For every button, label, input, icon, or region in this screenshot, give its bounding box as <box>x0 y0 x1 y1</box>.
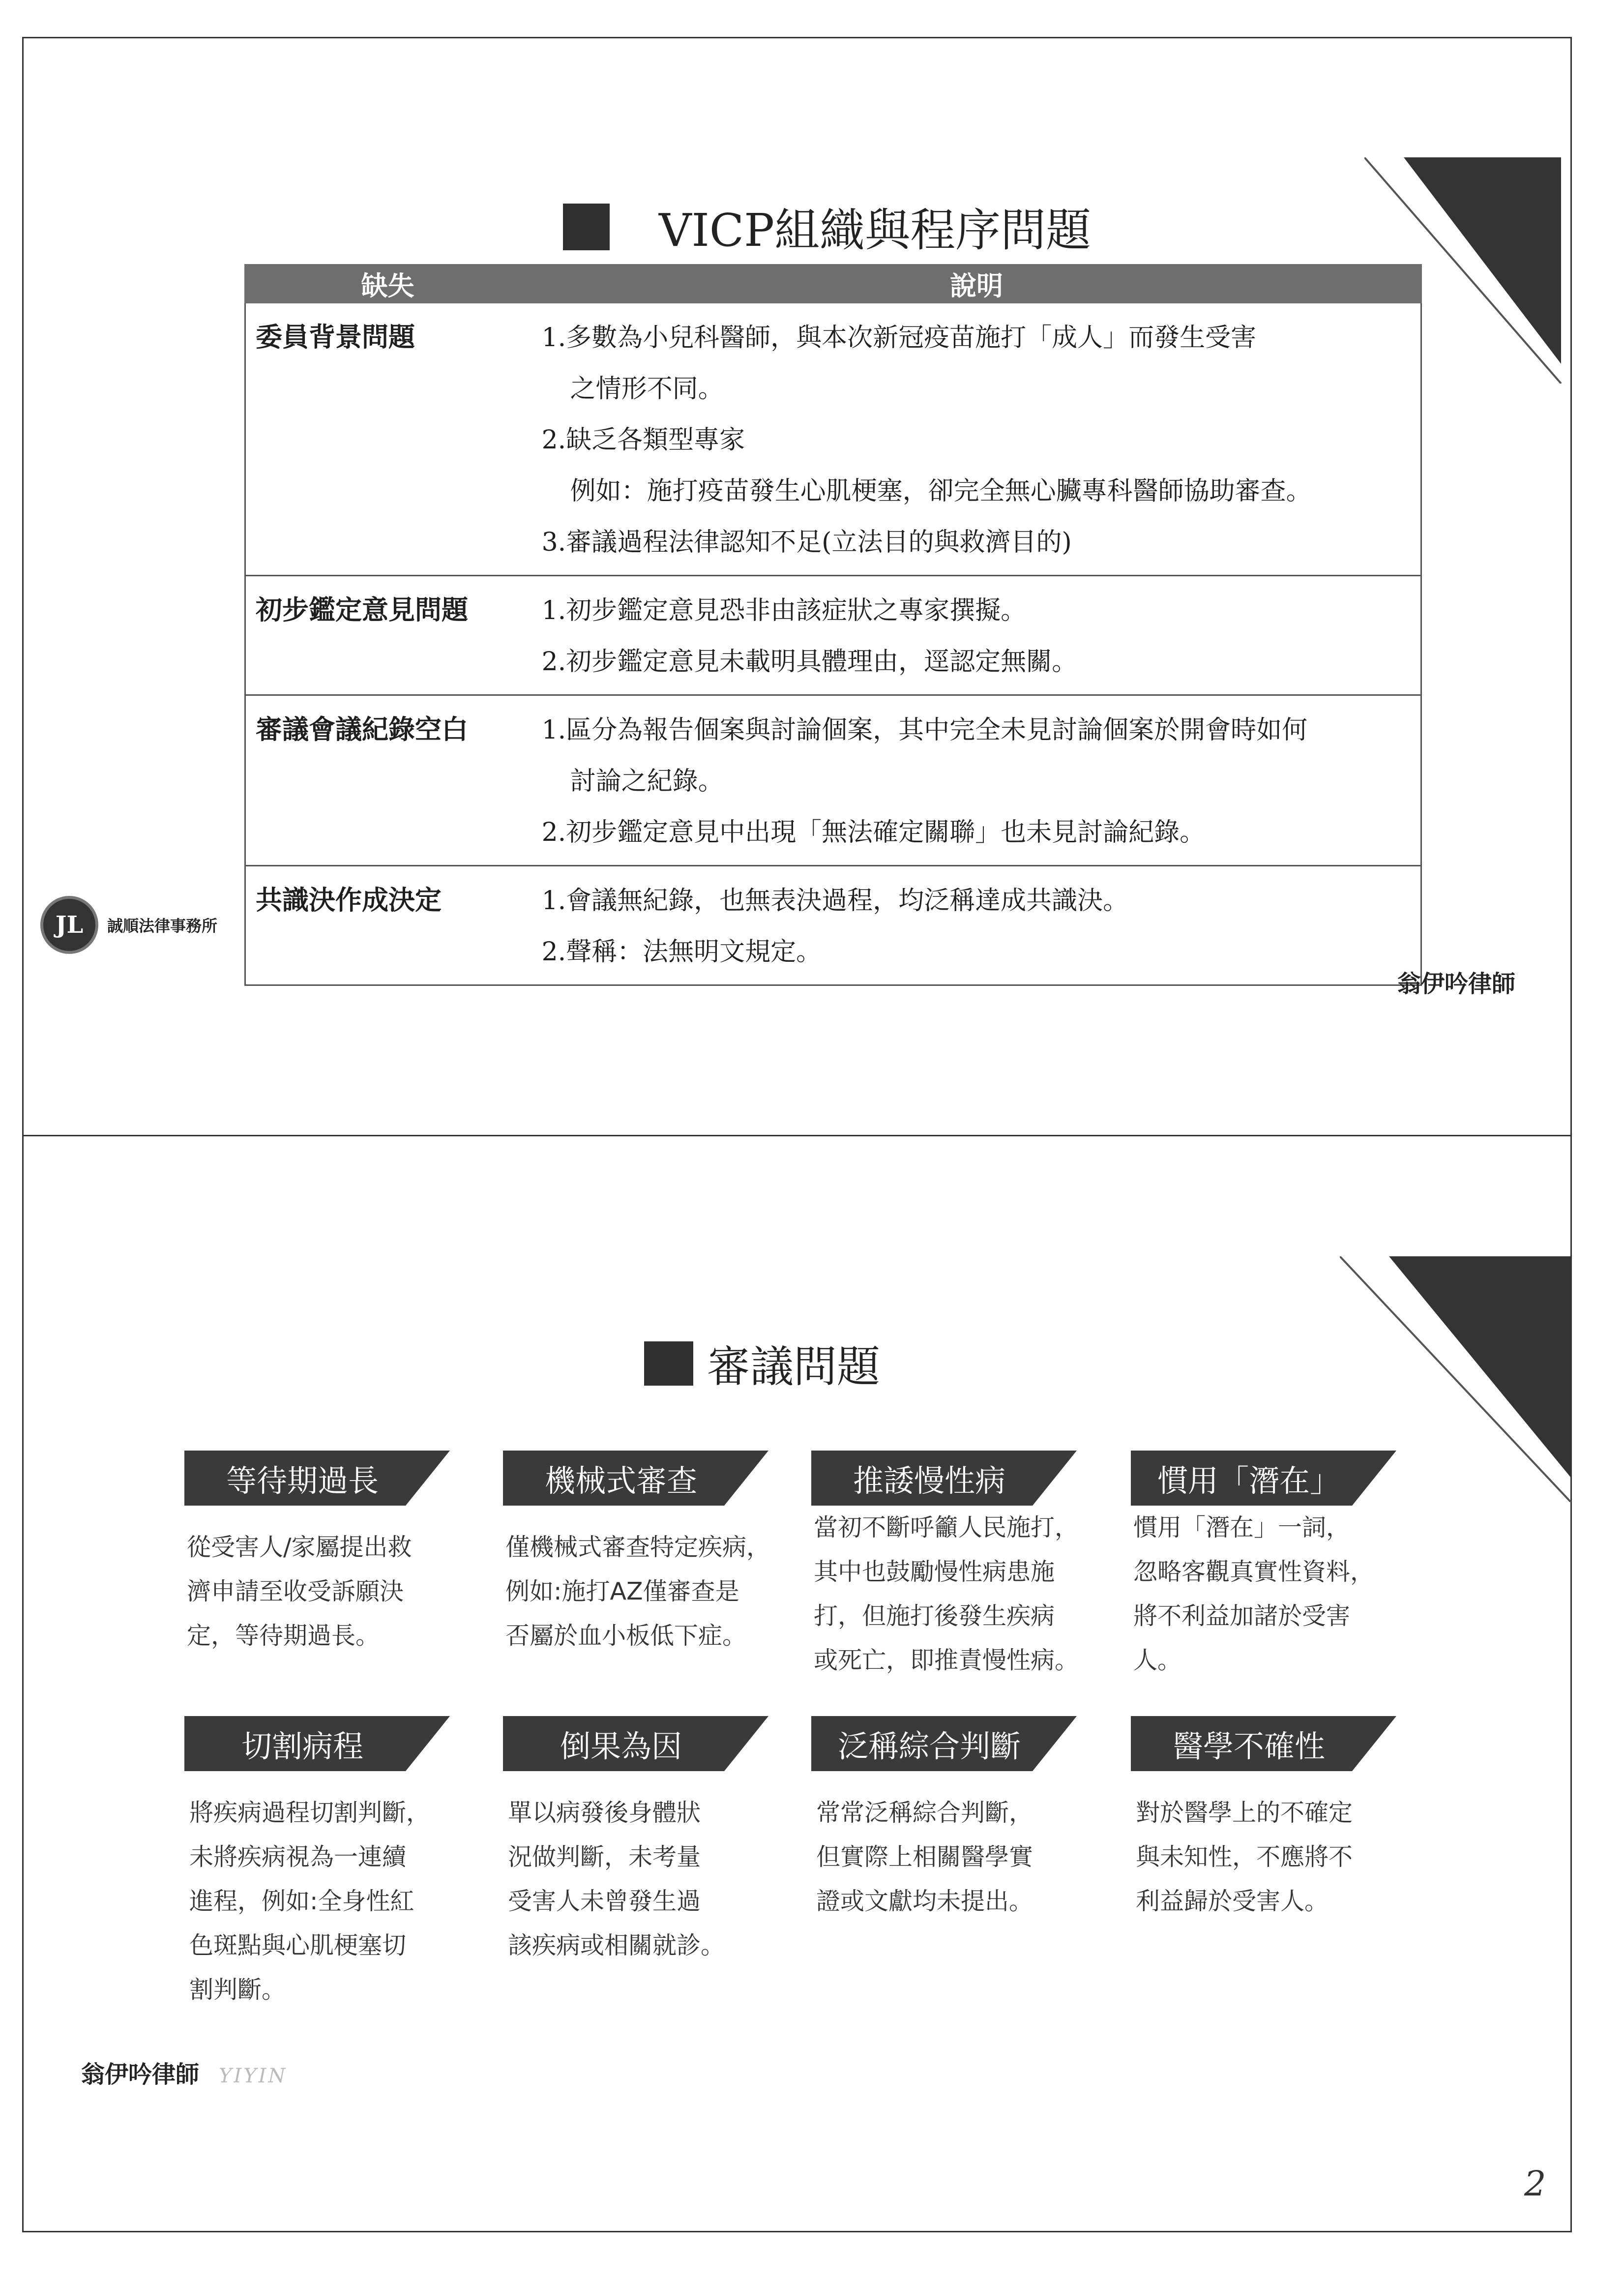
row-explanation <box>532 576 1420 694</box>
issue-description-line: 對於醫學上的不確定 <box>1136 1799 1353 1827</box>
row-explanation <box>532 303 1420 575</box>
title-square-icon <box>644 1341 693 1386</box>
row-deficiency: 初步鑑定意見問題 <box>256 594 468 625</box>
slide-title-text: VICP組織與程序問題 <box>659 204 1092 257</box>
issue-banner <box>503 1451 793 1506</box>
row-deficiency: 共識決作成決定 <box>256 885 442 916</box>
vicp-issues-table <box>244 264 1422 986</box>
explanation-line: 之情形不同。 <box>570 374 724 404</box>
issue-description-line: 例如:施打AZ僅審查是 <box>505 1577 739 1605</box>
issue-card <box>1131 1716 1421 1924</box>
law-firm-emblem-icon: JL <box>40 896 98 954</box>
issue-card <box>503 1451 793 1658</box>
issue-label: 泛稱綜合判斷 <box>837 1728 1021 1764</box>
signature <box>81 2055 287 2089</box>
issue-description <box>1131 1506 1421 1683</box>
issue-description-line: 當初不斷呼籲人民施打， <box>814 1513 1079 1542</box>
slide-title <box>563 194 1091 259</box>
explanation-line: 2.初步鑑定意見未載明具體理由，逕認定無關。 <box>541 647 1078 677</box>
explanation-line: 1.區分為報告個案與討論個案，其中完全未見討論個案於開會時如何 <box>541 715 1308 745</box>
table-row <box>246 575 1420 694</box>
header-explanation: 說明 <box>950 270 1003 301</box>
issue-description-line: 或死亡，即推責慢性病。 <box>814 1646 1079 1674</box>
issue-banner <box>811 1716 1101 1771</box>
issue-card <box>184 1716 474 2012</box>
issue-card <box>811 1716 1101 1924</box>
issue-description <box>184 1791 474 2012</box>
issue-description-line: 將不利益加諸於受害 <box>1133 1602 1351 1630</box>
explanation-line: 3.審議過程法律認知不足(立法目的與救濟目的) <box>541 528 1072 557</box>
issue-description-line: 單以病發後身體狀 <box>508 1799 701 1827</box>
issue-description <box>184 1525 474 1658</box>
row-deficiency: 委員背景問題 <box>256 322 415 353</box>
issue-banner <box>184 1716 474 1771</box>
issue-description-line: 其中也鼓勵慢性病患施 <box>814 1558 1055 1586</box>
issue-description <box>503 1525 793 1658</box>
slide-title <box>644 1333 880 1394</box>
explanation-line: 2.缺乏各類型專家 <box>541 425 745 455</box>
issue-description <box>811 1506 1101 1683</box>
issue-banner <box>184 1451 474 1506</box>
issue-description-line: 將疾病過程切割判斷， <box>189 1799 431 1827</box>
issue-banner <box>1131 1451 1421 1506</box>
issue-description <box>1131 1791 1421 1924</box>
issue-banner <box>1131 1716 1421 1771</box>
slide-title-text: 審議問題 <box>707 1341 881 1392</box>
issue-description-line: 定，等待期過長。 <box>187 1622 380 1650</box>
title-square-icon <box>563 204 610 250</box>
explanation-line: 1.多數為小兒科醫師，與本次新冠疫苗施打「成人」而發生受害 <box>541 323 1257 353</box>
issue-description-line: 常常泛稱綜合判斷， <box>816 1799 1033 1827</box>
signature-latin: YIYIN <box>219 2065 288 2087</box>
table-row <box>246 865 1420 984</box>
issue-label: 倒果為因 <box>560 1728 682 1764</box>
issue-label: 醫學不確性 <box>1172 1728 1325 1764</box>
issue-description <box>811 1791 1101 1924</box>
table-row <box>246 303 1420 575</box>
issue-label: 慣用「潛在」 <box>1157 1462 1340 1499</box>
issue-card <box>184 1451 474 1658</box>
issue-label: 推諉慢性病 <box>853 1462 1005 1499</box>
row-explanation <box>532 696 1420 865</box>
issue-description-line: 否屬於血小板低下症。 <box>505 1622 747 1650</box>
table-row <box>246 694 1420 865</box>
issue-description-line: 從受害人/家屬提出救 <box>187 1533 412 1561</box>
issue-description-line: 該疾病或相關就診。 <box>508 1931 725 1959</box>
explanation-line: 討論之紀錄。 <box>570 767 724 796</box>
issue-description-line: 慣用「潛在」一詞， <box>1133 1513 1351 1542</box>
row-deficiency: 審議會議紀錄空白 <box>256 714 468 745</box>
signature-name: 翁伊吟律師 <box>81 2061 200 2088</box>
issue-description <box>503 1791 793 1968</box>
issue-description-line: 未將疾病視為一連續 <box>189 1843 407 1871</box>
issue-label: 機械式審查 <box>544 1462 697 1499</box>
explanation-line: 1.初步鑑定意見恐非由該症狀之專家撰擬。 <box>541 596 1027 625</box>
issue-card <box>503 1716 793 1968</box>
issue-description-line: 但實際上相關醫學實 <box>816 1843 1033 1871</box>
explanation-line: 1.會議無紀錄，也無表決過程，均泛稱達成共識決。 <box>541 886 1129 916</box>
issue-description-line: 僅機械式審查特定疾病， <box>505 1533 771 1561</box>
explanation-line: 2.聲稱：法無明文規定。 <box>541 937 822 967</box>
header-deficiency: 缺失 <box>361 270 414 301</box>
explanation-line: 2.初步鑑定意見中出現「無法確定關聯」也未見討論紀錄。 <box>541 818 1206 847</box>
issue-card <box>1131 1451 1421 1683</box>
page-number: 2 <box>1524 2164 1546 2204</box>
explanation-line: 例如：施打疫苗發生心肌梗塞，卻完全無心臟專科醫師協助審查。 <box>570 476 1312 506</box>
issue-label: 切割病程 <box>241 1728 363 1764</box>
issue-description-line: 受害人未曾發生過 <box>508 1887 701 1915</box>
issue-description-line: 打，但施打後發生疾病 <box>814 1602 1055 1630</box>
issue-description-line: 人。 <box>1133 1646 1182 1674</box>
law-firm-name: 誠順法律事務所 <box>107 917 218 935</box>
issue-label: 等待期過長 <box>226 1462 379 1499</box>
table-body <box>244 303 1422 986</box>
law-firm-logo <box>40 896 217 954</box>
issue-banner <box>811 1451 1101 1506</box>
issue-description-line: 進程，例如:全身性紅 <box>189 1887 414 1915</box>
issue-description-line: 況做判斷，未考量 <box>508 1843 701 1871</box>
table-header <box>244 264 1422 303</box>
issue-card <box>811 1451 1101 1683</box>
issue-description-line: 濟申請至收受訴願決 <box>187 1577 404 1605</box>
issue-description-line: 利益歸於受害人。 <box>1136 1887 1329 1915</box>
issue-description-line: 與未知性，不應將不 <box>1136 1843 1353 1871</box>
row-explanation <box>532 866 1420 984</box>
issue-description-line: 色斑點與心肌梗塞切 <box>189 1931 407 1959</box>
issue-description-line: 忽略客觀真實性資料， <box>1133 1558 1375 1586</box>
issue-banner <box>503 1716 793 1771</box>
issue-description-line: 割判斷。 <box>189 1976 286 2004</box>
issue-description-line: 證或文獻均未提出。 <box>816 1887 1033 1915</box>
slide1-author: 翁伊吟律師 <box>1397 970 1516 998</box>
